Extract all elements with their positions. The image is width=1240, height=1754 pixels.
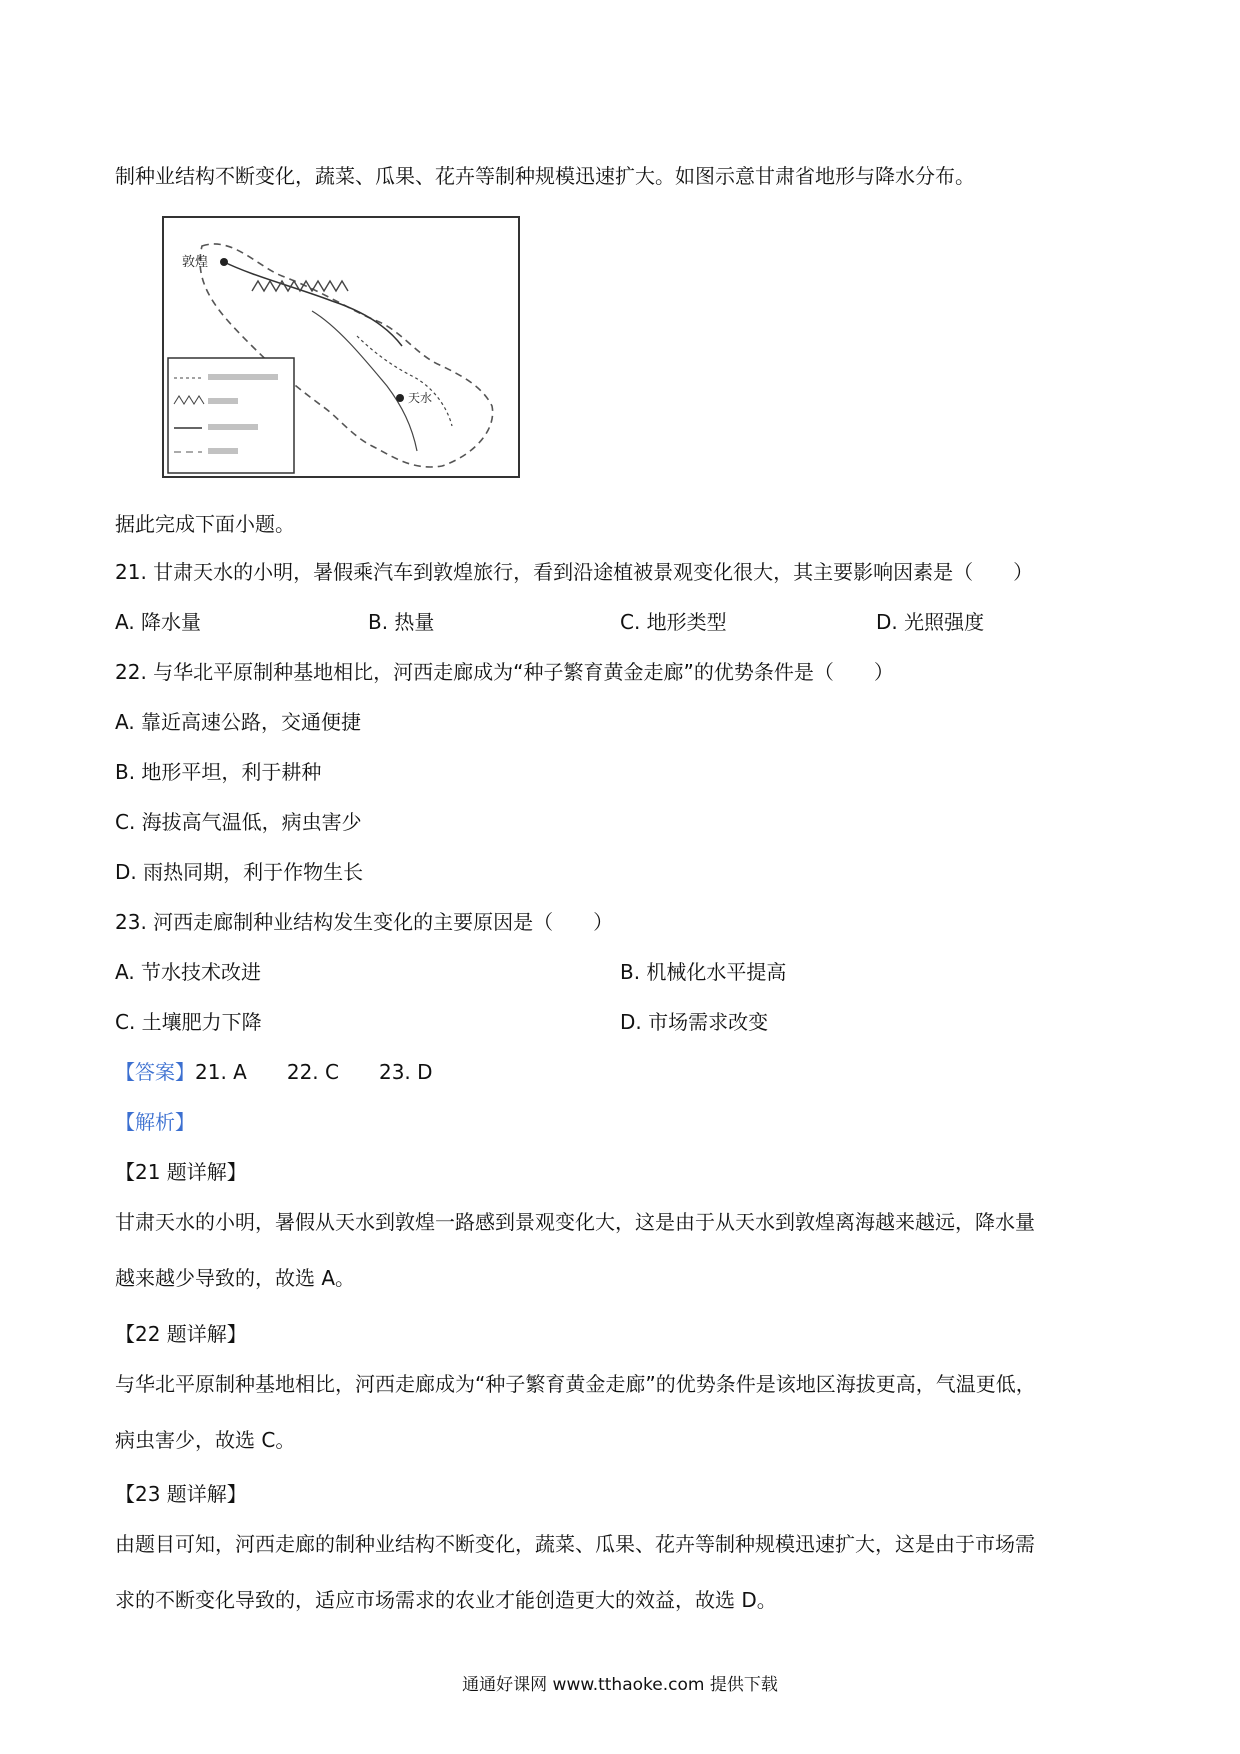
- legend-expressway-text: [208, 424, 258, 430]
- detail-21-title: 【21 题详解】: [115, 1160, 247, 1184]
- tianshui-marker: [396, 394, 404, 402]
- detail-22-line-1: 与华北平原制种基地相比，河西走廊成为“种子繁育黄金走廊”的优势条件是该地区海拔更高，气温更低，: [115, 1372, 1036, 1396]
- detail-22-title: 【22 题详解】: [115, 1322, 247, 1346]
- answer-label: 【答案】: [115, 1060, 195, 1084]
- answer-row: [115, 1058, 433, 1086]
- question-22-option-d: D. 雨热同期，利于作物生长: [115, 860, 364, 884]
- detail-22-line-2: 病虫害少，故选 C。: [115, 1428, 296, 1452]
- answer-text: 21. A 22. C 23. D: [195, 1060, 433, 1084]
- detail-23-title: 【23 题详解】: [115, 1482, 247, 1506]
- question-22-option-a: A. 靠近高速公路，交通便捷: [115, 710, 362, 734]
- question-22-option-c: C. 海拔高气温低，病虫害少: [115, 810, 362, 834]
- detail-21-line-1: 甘肃天水的小明，暑假从天水到敦煌一路感到景观变化大，这是由于从天水到敦煌离海越来越远，降水量: [115, 1210, 1035, 1234]
- question-23-option-d: D. 市场需求改变: [620, 1010, 769, 1034]
- question-22-option-b: B. 地形平坦，利于耕种: [115, 760, 322, 784]
- question-23-stem: 23. 河西走廊制种业结构发生变化的主要原因是（ ）: [115, 910, 614, 934]
- question-23-option-b: B. 机械化水平提高: [620, 960, 787, 984]
- legend-mountain-text: [208, 398, 238, 404]
- question-23-option-c: C. 土壤肥力下降: [115, 1010, 262, 1034]
- question-21-stem: 21. 甘肃天水的小明，暑假乘汽车到敦煌旅行，看到沿途植被景观变化很大，其主要影响因素是（ ）: [115, 560, 1034, 584]
- detail-23-line-2: 求的不断变化导致的，适应市场需求的农业才能创造更大的效益，故选 D。: [115, 1588, 777, 1612]
- intro-text: 制种业结构不断变化，蔬菜、瓜果、花卉等制种规模迅速扩大。如图示意甘肃省地形与降水分布。: [115, 164, 975, 188]
- dunhuang-marker: [220, 258, 228, 266]
- gansu-map-figure: [162, 216, 520, 478]
- map-label-dunhuang: 敦煌: [182, 255, 209, 270]
- analysis-label: 【解析】: [115, 1110, 195, 1134]
- detail-21-line-2: 越来越少导致的，故选 A。: [115, 1266, 356, 1290]
- page-footer: 通通好课网 www.tthaoke.com 提供下载: [462, 1675, 778, 1695]
- legend-boundary-text: [208, 448, 238, 454]
- instruction-text: 据此完成下面小题。: [115, 512, 295, 536]
- question-21-option-b: B. 热量: [368, 610, 435, 634]
- question-22-stem: 22. 与华北平原制种基地相比，河西走廊成为“种子繁育黄金走廊”的优势条件是（ ）: [115, 660, 894, 684]
- map-label-tianshui: 天水: [408, 391, 433, 405]
- question-21-option-c: C. 地形类型: [620, 610, 727, 634]
- detail-23-line-1: 由题目可知，河西走廊的制种业结构不断变化，蔬菜、瓜果、花卉等制种规模迅速扩大，这是由于市场需: [115, 1532, 1035, 1556]
- question-21-option-a: A. 降水量: [115, 610, 202, 634]
- question-23-option-a: A. 节水技术改进: [115, 960, 262, 984]
- legend-isohyet-text: [208, 374, 278, 380]
- question-21-option-d: D. 光照强度: [876, 610, 985, 634]
